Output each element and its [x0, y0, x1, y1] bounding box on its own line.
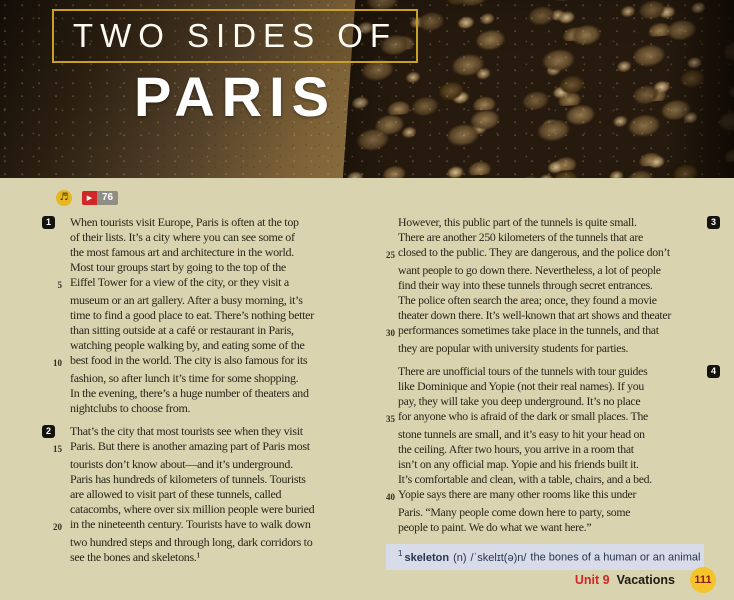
reading-line: than sitting outside at a café or restaurant in Paris,	[70, 323, 294, 337]
reading-line-row	[48, 424, 386, 439]
header-photo	[0, 0, 734, 178]
reading-line-row	[386, 427, 724, 442]
footnote-phonetic: /ˈskelɪt(ə)n/	[470, 551, 527, 564]
reading-line-row	[386, 520, 724, 535]
footnote-marker: 1	[398, 549, 403, 558]
line-number	[386, 263, 398, 278]
reading-line: best food in the world. The city is also famous for its	[70, 353, 308, 367]
reading-line-row	[48, 517, 386, 535]
line-number	[386, 278, 398, 293]
reading-line: Eiffel Tower for a view of the city, or they visit a	[70, 275, 289, 289]
reading-line: There are another 250 kilometers of the tunnels that are	[398, 230, 643, 244]
line-number	[48, 371, 70, 386]
reading-line-row	[48, 230, 386, 245]
reading-line: Yopie says there are many other rooms like this under	[398, 487, 637, 501]
article-title-line2: PARIS	[134, 65, 336, 128]
line-number: 40	[386, 492, 395, 502]
reading-line: closed to the public. They are dangerous, and the police don’t	[398, 245, 670, 259]
paragraph	[45, 424, 386, 565]
reading-line: pay, they will take you deep underground. It’s no place	[398, 394, 641, 408]
reading-line: In the evening, there’s a huge number of theaters and	[70, 386, 309, 400]
reading-line: Paris has hundreds of kilometers of tunnels. Tourists	[70, 472, 306, 486]
line-number: 15	[53, 444, 62, 454]
reading-line: theater down there. It’s well-known that art shows and theater	[398, 308, 671, 322]
reading-line-row	[386, 230, 724, 245]
reading-line: There are unofficial tours of the tunnels with tour guides	[398, 364, 648, 378]
reading-line: isn’t on any official map. Yopie and his friends built it.	[398, 457, 639, 471]
reading-line: the most famous art and architecture in the world.	[70, 245, 294, 259]
reading-line-row	[386, 442, 724, 457]
reading-line-row	[48, 293, 386, 308]
reading-line-row	[48, 245, 386, 260]
reading-line-row	[48, 386, 386, 401]
footnote-part-of-speech: (n)	[453, 551, 467, 564]
paragraph-number-badge: 4	[707, 365, 720, 378]
reading-line-row	[386, 505, 724, 520]
paragraph-lines	[386, 215, 724, 356]
line-number	[48, 487, 70, 502]
reading-line-row	[386, 341, 724, 356]
reading-line: Paris. “Many people come down here to party, some	[398, 505, 631, 519]
reading-line-row	[48, 457, 386, 472]
page-footer	[575, 567, 716, 593]
reading-line-row	[386, 409, 724, 427]
line-number	[48, 535, 70, 550]
line-number: 10	[53, 358, 62, 368]
line-number	[48, 401, 70, 416]
footer-unit-label: Unit 9	[574, 573, 610, 587]
reading-line: like Dominique and Yopie (not their real names). If you	[398, 379, 644, 393]
reading-line-row	[48, 439, 386, 457]
reading-line: Paris. But there is another amazing part of Paris most	[70, 439, 310, 453]
audio-track-badge[interactable]	[82, 191, 118, 205]
reading-line-row	[386, 394, 724, 409]
line-number: 30	[386, 328, 395, 338]
paragraph-lines	[48, 424, 386, 565]
reading-line-row	[386, 293, 724, 308]
paragraph-number-badge: 2	[42, 425, 55, 438]
reading-line: performances sometimes take place in the tunnels, and that	[398, 323, 659, 337]
reading-line: watching people walking by, and eating some of the	[70, 338, 305, 352]
audio-row	[56, 190, 734, 206]
reading-line: want people to go down there. Nevertheless, a lot of people	[398, 263, 661, 277]
music-note-icon[interactable]: ♬	[56, 190, 72, 206]
reading-line-row	[386, 263, 724, 278]
reading-line-row	[386, 472, 724, 487]
reading-line: two hundred steps and through long, dark corridors to	[70, 535, 313, 549]
reading-line-row	[48, 472, 386, 487]
reading-line: see the bones and skeletons.¹	[70, 550, 200, 564]
line-number	[386, 427, 398, 442]
reading-line-row	[386, 245, 724, 263]
article-title-box	[52, 9, 418, 63]
reading-line: The police often search the area; once, they found a movie	[398, 293, 657, 307]
reading-line: are allowed to visit part of these tunnels, called	[70, 487, 282, 501]
paragraph	[45, 215, 386, 416]
reading-line: in the nineteenth century. Tourists have to walk down	[70, 517, 311, 531]
reading-line: However, this public part of the tunnels is quite small.	[398, 215, 637, 229]
reading-line: museum or an art gallery. After a busy morning, it’s	[70, 293, 303, 307]
reading-line-row	[48, 338, 386, 353]
paragraph	[386, 364, 724, 535]
reading-line-row	[48, 308, 386, 323]
line-number	[386, 520, 398, 535]
reading-line: time to find a good place to eat. There’s nothing better	[70, 308, 314, 322]
reading-line-row	[386, 323, 724, 341]
reading-line: stone tunnels are small, and it’s easy to hit your head on	[398, 427, 645, 441]
line-number	[48, 308, 70, 323]
reading-line-row	[48, 353, 386, 371]
reading-line-row	[48, 275, 386, 293]
reading-line: It’s comfortable and clean, with a table, chairs, and a bed.	[398, 472, 652, 486]
page-number-badge: 111	[690, 567, 716, 593]
reading-line-row	[48, 550, 386, 565]
line-number: 5	[57, 280, 62, 290]
line-number	[386, 442, 398, 457]
reading-line-row	[386, 364, 724, 379]
paragraph	[386, 215, 724, 356]
reading-line-row	[386, 457, 724, 472]
reading-line: they are popular with university students for parties.	[398, 341, 629, 355]
reading-line-row	[386, 308, 724, 323]
line-number	[48, 386, 70, 401]
reading-line: When tourists visit Europe, Paris is often at the top	[70, 215, 299, 229]
paragraph-number-badge: 1	[42, 216, 55, 229]
reading-line-row	[48, 323, 386, 338]
reading-line: Most tour groups start by going to the top of the	[70, 260, 286, 274]
line-number	[48, 230, 70, 245]
reading-line-row	[48, 502, 386, 517]
reading-line-row	[48, 487, 386, 502]
reading-column-right	[386, 215, 724, 573]
line-number: 25	[386, 250, 395, 260]
reading-line: catacombs, where over six million people were buried	[70, 502, 315, 516]
reading-line-row	[48, 535, 386, 550]
line-number	[48, 457, 70, 472]
reading-line: tourists don’t know about—and it’s underground.	[70, 457, 293, 471]
line-number	[386, 230, 398, 245]
reading-columns	[0, 215, 734, 573]
line-number: 20	[53, 522, 62, 532]
footnote-definition: the bones of a human or an animal	[530, 551, 701, 564]
play-icon: ▶	[82, 191, 97, 205]
line-number	[48, 323, 70, 338]
paragraph-container-left	[45, 215, 386, 565]
reading-line-row	[48, 215, 386, 230]
line-number	[386, 472, 398, 487]
photo-shadow	[664, 0, 734, 178]
paragraph-lines	[48, 215, 386, 416]
reading-line: people to paint. We do what we want here.”	[398, 520, 592, 534]
reading-line: fashion, so after lunch it’s time for some shopping.	[70, 371, 299, 385]
paragraph-container-right	[386, 215, 724, 535]
reading-line-row	[48, 401, 386, 416]
reading-line-row	[386, 278, 724, 293]
reading-line-row	[386, 215, 724, 230]
line-number	[386, 394, 398, 409]
line-number	[48, 472, 70, 487]
line-number	[386, 364, 398, 379]
reading-line: nightclubs to choose from.	[70, 401, 191, 415]
line-number	[386, 457, 398, 472]
line-number	[48, 338, 70, 353]
reading-line: That’s the city that most tourists see when they visit	[70, 424, 303, 438]
line-number: 35	[386, 414, 395, 424]
reading-line-row	[48, 260, 386, 275]
reading-line-row	[48, 371, 386, 386]
line-number	[386, 308, 398, 323]
line-number	[48, 293, 70, 308]
paragraph-lines	[386, 364, 724, 535]
footer-section-label: Vacations	[616, 573, 675, 587]
audio-track-number: 76	[97, 191, 118, 205]
line-number	[48, 260, 70, 275]
line-number	[386, 341, 398, 356]
reading-line: for anyone who is afraid of the dark or small places. The	[398, 409, 648, 423]
line-number	[386, 505, 398, 520]
reading-line: of their lists. It’s a city where you can see some of	[70, 230, 295, 244]
reading-column-left	[45, 215, 386, 573]
line-number	[48, 550, 70, 565]
footnote	[386, 544, 704, 570]
line-number	[386, 293, 398, 308]
paragraph-number-badge: 3	[707, 216, 720, 229]
line-number	[386, 215, 398, 230]
line-number	[386, 379, 398, 394]
reading-line-row	[386, 487, 724, 505]
line-number	[48, 502, 70, 517]
reading-line: find their way into these tunnels through secret entrances.	[398, 278, 653, 292]
reading-line: the ceiling. After two hours, you arrive in a room that	[398, 442, 634, 456]
line-number	[48, 245, 70, 260]
footnote-word: skeleton	[404, 551, 450, 564]
reading-line-row	[386, 379, 724, 394]
article-title-line1: TWO SIDES OF	[72, 17, 398, 54]
